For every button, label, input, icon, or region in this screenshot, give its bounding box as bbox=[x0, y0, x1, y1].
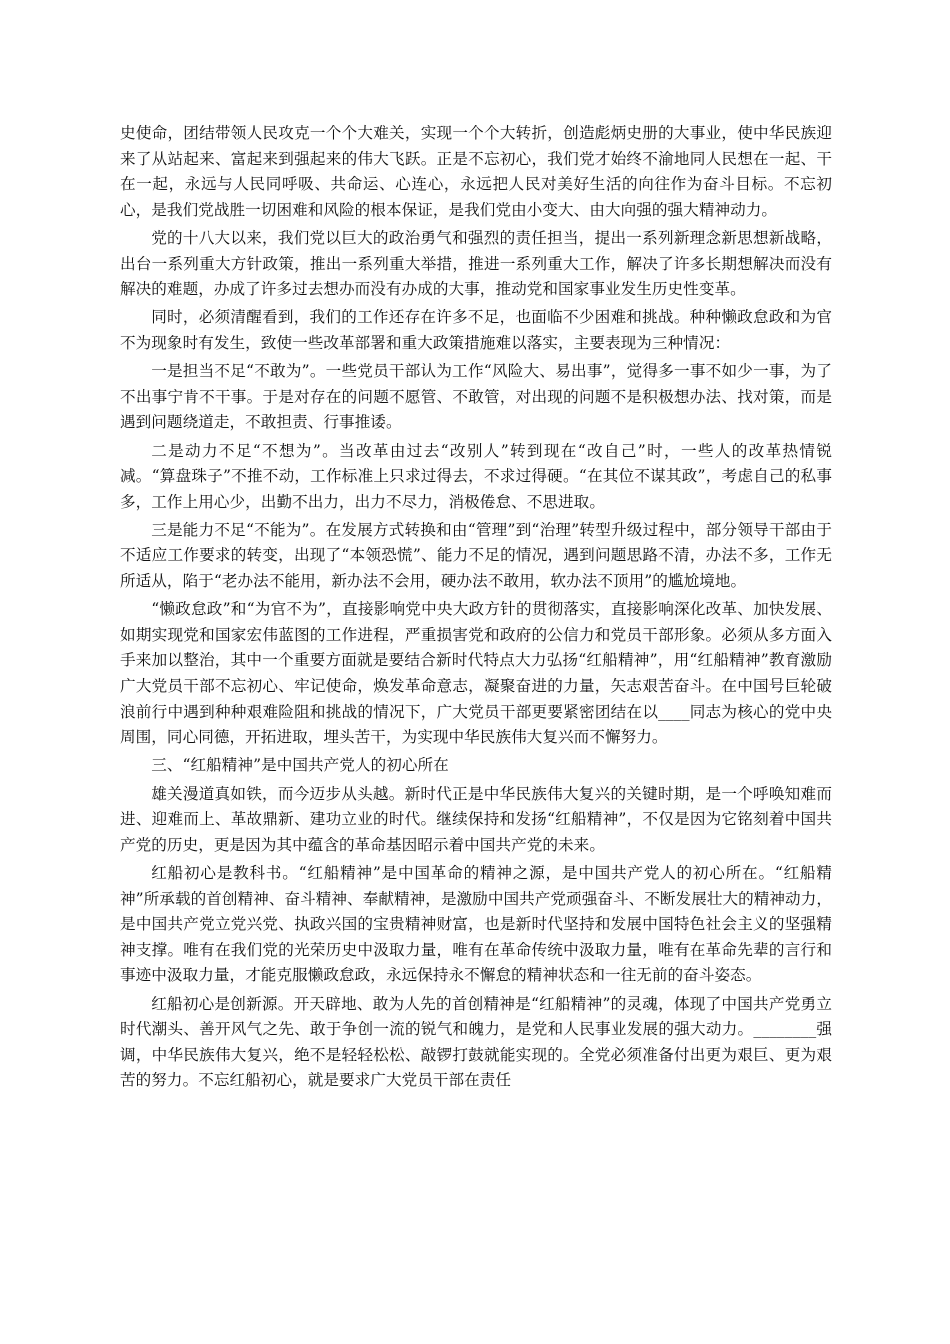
section-heading: 三、“红船精神”是中国共产党人的初心所在 bbox=[151, 756, 449, 775]
paragraph-continuation: 史使命，团结带领人民攻克一个个大难关，实现一个个大转折，创造彪炳史册的大事业，使中华民族迎来了从站起来、富起来到强起来的伟大飞跃。正是不忘初心，我们党才始终不渝地同人民想在一起、干在一起，永远与人民同呼吸、共命运、心连心，永远把人民对美好生活的向往作为奋斗目标。不忘初心，是我们党战胜一切困难和风险的根本保证，是我们党由小变大、由大向强的强大精神动力。 bbox=[120, 124, 832, 219]
paragraph-dare-not-act: 一是担当不足“不敢为”。一些党员干部认为工作“风险大、易出事”，觉得多一事不如少一事，为了不出事宁肯不干事。于是对存在的问题不愿管、不敢管，对出现的问题不是积极想办法、找对策，而是遇到问题绕道走，不敢担责、行事推诿。 bbox=[120, 362, 832, 432]
paragraph-new-era: 雄关漫道真如铁，而今迈步从头越。新时代正是中华民族伟大复兴的关键时期，是一个呼唤知难而进、迎难而上、革故鼎新、建功立业的时代。继续保持和发扬“红船精神”，不仅是因为它铭刻着中国共产党的历史，更是因为其中蕴含的革命基因昭示着中国共产党的未来。 bbox=[120, 784, 832, 854]
paragraph-innovation-source: 红船初心是创新源。开天辟地、敢为人先的首创精神是“红船精神”的灵魂，体现了中国共产党勇立时代潮头、善开风气之先、敢于争创一流的锐气和魄力，是党和人民事业发展的强大动力。________强调，中华民族伟大复兴，绝不是轻轻松松、敲锣打鼓就能实现的。全党必须准备付出更为艰巨、更为艰苦的努力。不忘红船初心，就是要求广大党员干部在责任 bbox=[120, 994, 832, 1090]
paragraph-since-18th-congress: 党的十八大以来，我们党以巨大的政治勇气和强烈的责任担当，提出一系列新理念新思想新战略，出台一系列重大方针政策，推出一系列重大举措，推进一系列重大工作，解决了许多长期想解决而没有解决的难题，办成了许多过去想办而没有办成的大事，推动党和国家事业发生历史性变革。 bbox=[120, 228, 832, 299]
paragraph-unwilling-to-act: 二是动力不足“不想为”。当改革由过去“改别人”转到现在“改自己”时，一些人的改革热情锐减。“算盘珠子”不推不动，工作标准上只求过得去，不求过得硬。“在其位不谋其政”，考虑自己的私事多，工作上用心少，出勤不出力，出力不尽力，消极倦怠、不思进取。 bbox=[120, 441, 832, 511]
paragraph-unable-to-act: 三是能力不足“不能为”。在发展方式转换和由“管理”到“治理”转型升级过程中，部分领导干部由于不适应工作要求的转变，出现了“本领恐慌”、能力不足的情况，遇到问题思路不清，办法不多，工作无所适从，陷于“老办法不能用，新办法不会用，硬办法不敢用，软办法不顶用”的尴尬境地。 bbox=[120, 520, 832, 591]
document-body bbox=[120, 121, 832, 1097]
paragraph-lazy-governance: “懒政怠政”和“为官不为”，直接影响党中央大政方针的贯彻落实，直接影响深化改革、加快发展、如期实现党和国家宏伟蓝图的工作进程，严重损害党和政府的公信力和党员干部形象。必须从多方面入手来加以整治，其中一个重要方面就是要结合新时代特点大力弘扬“红船精神”，用“红船精神”教育激励广大党员干部不忘初心、牢记使命，焕发革命意志，凝聚奋进的力量，矢志艰苦奋斗。在中国号巨轮破浪前行中遇到种种艰难险阻和挑战的情况下，广大党员干部更要紧密团结在以____同志为核心的党中央周围，同心同德，开拓进取，埋头苦干，为实现中华民族伟大复兴而不懈努力。 bbox=[120, 600, 832, 747]
paragraph-textbook: 红船初心是教科书。“红船精神”是中国革命的精神之源，是中国共产党人的初心所在。“红船精神”所承载的首创精神、奋斗精神、奉献精神，是激励中国共产党顽强奋斗、不断发展壮大的精神动力，是中国共产党立党兴党、执政兴国的宝贵精神财富，也是新时代坚持和发展中国特色社会主义的坚强精神支撑。唯有在我们党的光荣历史中汲取力量，唯有在革命传统中汲取力量，唯有在革命先辈的言行和事迹中汲取力量，才能克服懒政怠政，永远保持永不懈怠的精神状态和一往无前的奋斗姿态。 bbox=[120, 863, 832, 985]
paragraph-shortcomings: 同时，必须清醒看到，我们的工作还存在许多不足，也面临不少困难和挑战。种种懒政怠政和为官不为现象时有发生，致使一些改革部署和重大政策措施难以落实，主要表现为三种情况： bbox=[120, 308, 832, 352]
